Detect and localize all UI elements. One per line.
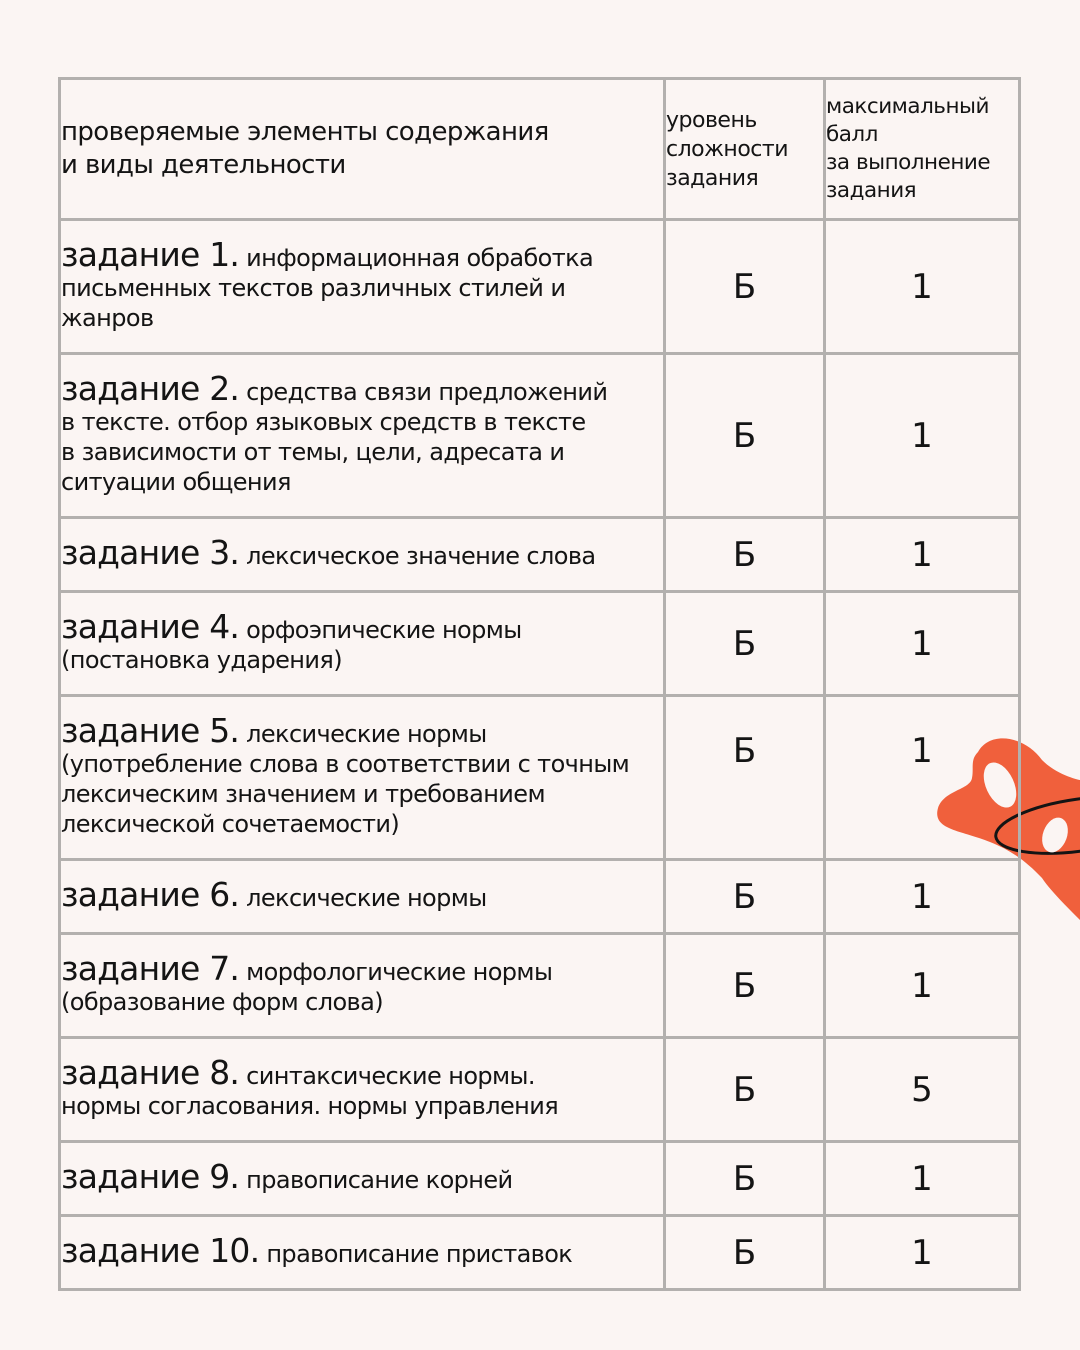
task-description-cell (60, 518, 665, 592)
max-score-value: 5 (825, 1038, 1020, 1142)
task-description: лексические нормы (употребление слова в соответствии с точным лексическим значением и требованием лексической сочетаемости) (61, 720, 630, 838)
max-score-value: 1 (825, 1142, 1020, 1216)
difficulty-level-value: Б (665, 592, 825, 696)
header-difficulty-level (665, 79, 825, 220)
difficulty-level-value: Б (665, 1216, 825, 1290)
max-score-value: 1 (825, 518, 1020, 592)
header-max-score-text: максимальный балл за выполнение задания (826, 94, 991, 203)
table-header-row (60, 79, 1020, 220)
table-row (60, 696, 1020, 860)
task-description: средства связи предложений в тексте. отбор языковых средств в тексте в зависимости от темы, цели, адресата и ситуации общения (61, 378, 608, 496)
task-description: морфологические нормы (образование форм слова) (61, 958, 553, 1016)
difficulty-level-value: Б (665, 934, 825, 1038)
max-score-value: 1 (825, 696, 1020, 860)
task-description: орфоэпические нормы (постановка ударения) (61, 616, 522, 674)
max-score-value: 1 (825, 592, 1020, 696)
task-name: задание 1. (61, 235, 240, 274)
task-name: задание 10. (61, 1231, 260, 1270)
table-row (60, 220, 1020, 354)
task-description-cell (60, 1142, 665, 1216)
max-score-value: 1 (825, 934, 1020, 1038)
task-description: лексическое значение слова (239, 542, 596, 570)
task-name: задание 5. (61, 711, 240, 750)
header-content-elements-text: проверяемые элементы содержания и виды деятельности (61, 117, 549, 180)
task-description-cell (60, 1038, 665, 1142)
task-name: задание 2. (61, 369, 240, 408)
task-description-cell (60, 860, 665, 934)
difficulty-level-value: Б (665, 696, 825, 860)
task-name: задание 9. (61, 1157, 240, 1196)
difficulty-level-value: Б (665, 860, 825, 934)
task-description: правописание корней (239, 1166, 513, 1194)
header-content-elements (60, 79, 665, 220)
table-row (60, 1038, 1020, 1142)
task-description: лексические нормы (239, 884, 487, 912)
table-row (60, 934, 1020, 1038)
task-description: синтаксические нормы. нормы согласования. нормы управления (61, 1062, 559, 1120)
table-row (60, 592, 1020, 696)
table-row (60, 1142, 1020, 1216)
table-row (60, 860, 1020, 934)
max-score-value: 1 (825, 1216, 1020, 1290)
task-description-cell (60, 220, 665, 354)
max-score-value: 1 (825, 354, 1020, 518)
task-name: задание 3. (61, 533, 240, 572)
task-description-cell (60, 934, 665, 1038)
task-name: задание 4. (61, 607, 240, 646)
difficulty-level-value: Б (665, 1038, 825, 1142)
task-description-cell (60, 696, 665, 860)
task-description: правописание приставок (259, 1240, 573, 1268)
difficulty-level-value: Б (665, 518, 825, 592)
task-description-cell (60, 354, 665, 518)
table-row (60, 518, 1020, 592)
difficulty-level-value: Б (665, 220, 825, 354)
header-difficulty-level-text: уровень сложности задания (666, 107, 788, 191)
table-row (60, 1216, 1020, 1290)
task-description-cell (60, 592, 665, 696)
task-name: задание 6. (61, 875, 240, 914)
difficulty-level-value: Б (665, 354, 825, 518)
task-description: информационная обработка письменных текстов различных стилей и жанров (61, 244, 594, 332)
max-score-value: 1 (825, 220, 1020, 354)
max-score-value: 1 (825, 860, 1020, 934)
table-row (60, 354, 1020, 518)
task-description-cell (60, 1216, 665, 1290)
header-max-score (825, 79, 1020, 220)
task-name: задание 8. (61, 1053, 240, 1092)
task-spec-table (58, 77, 1021, 1291)
task-name: задание 7. (61, 949, 240, 988)
difficulty-level-value: Б (665, 1142, 825, 1216)
